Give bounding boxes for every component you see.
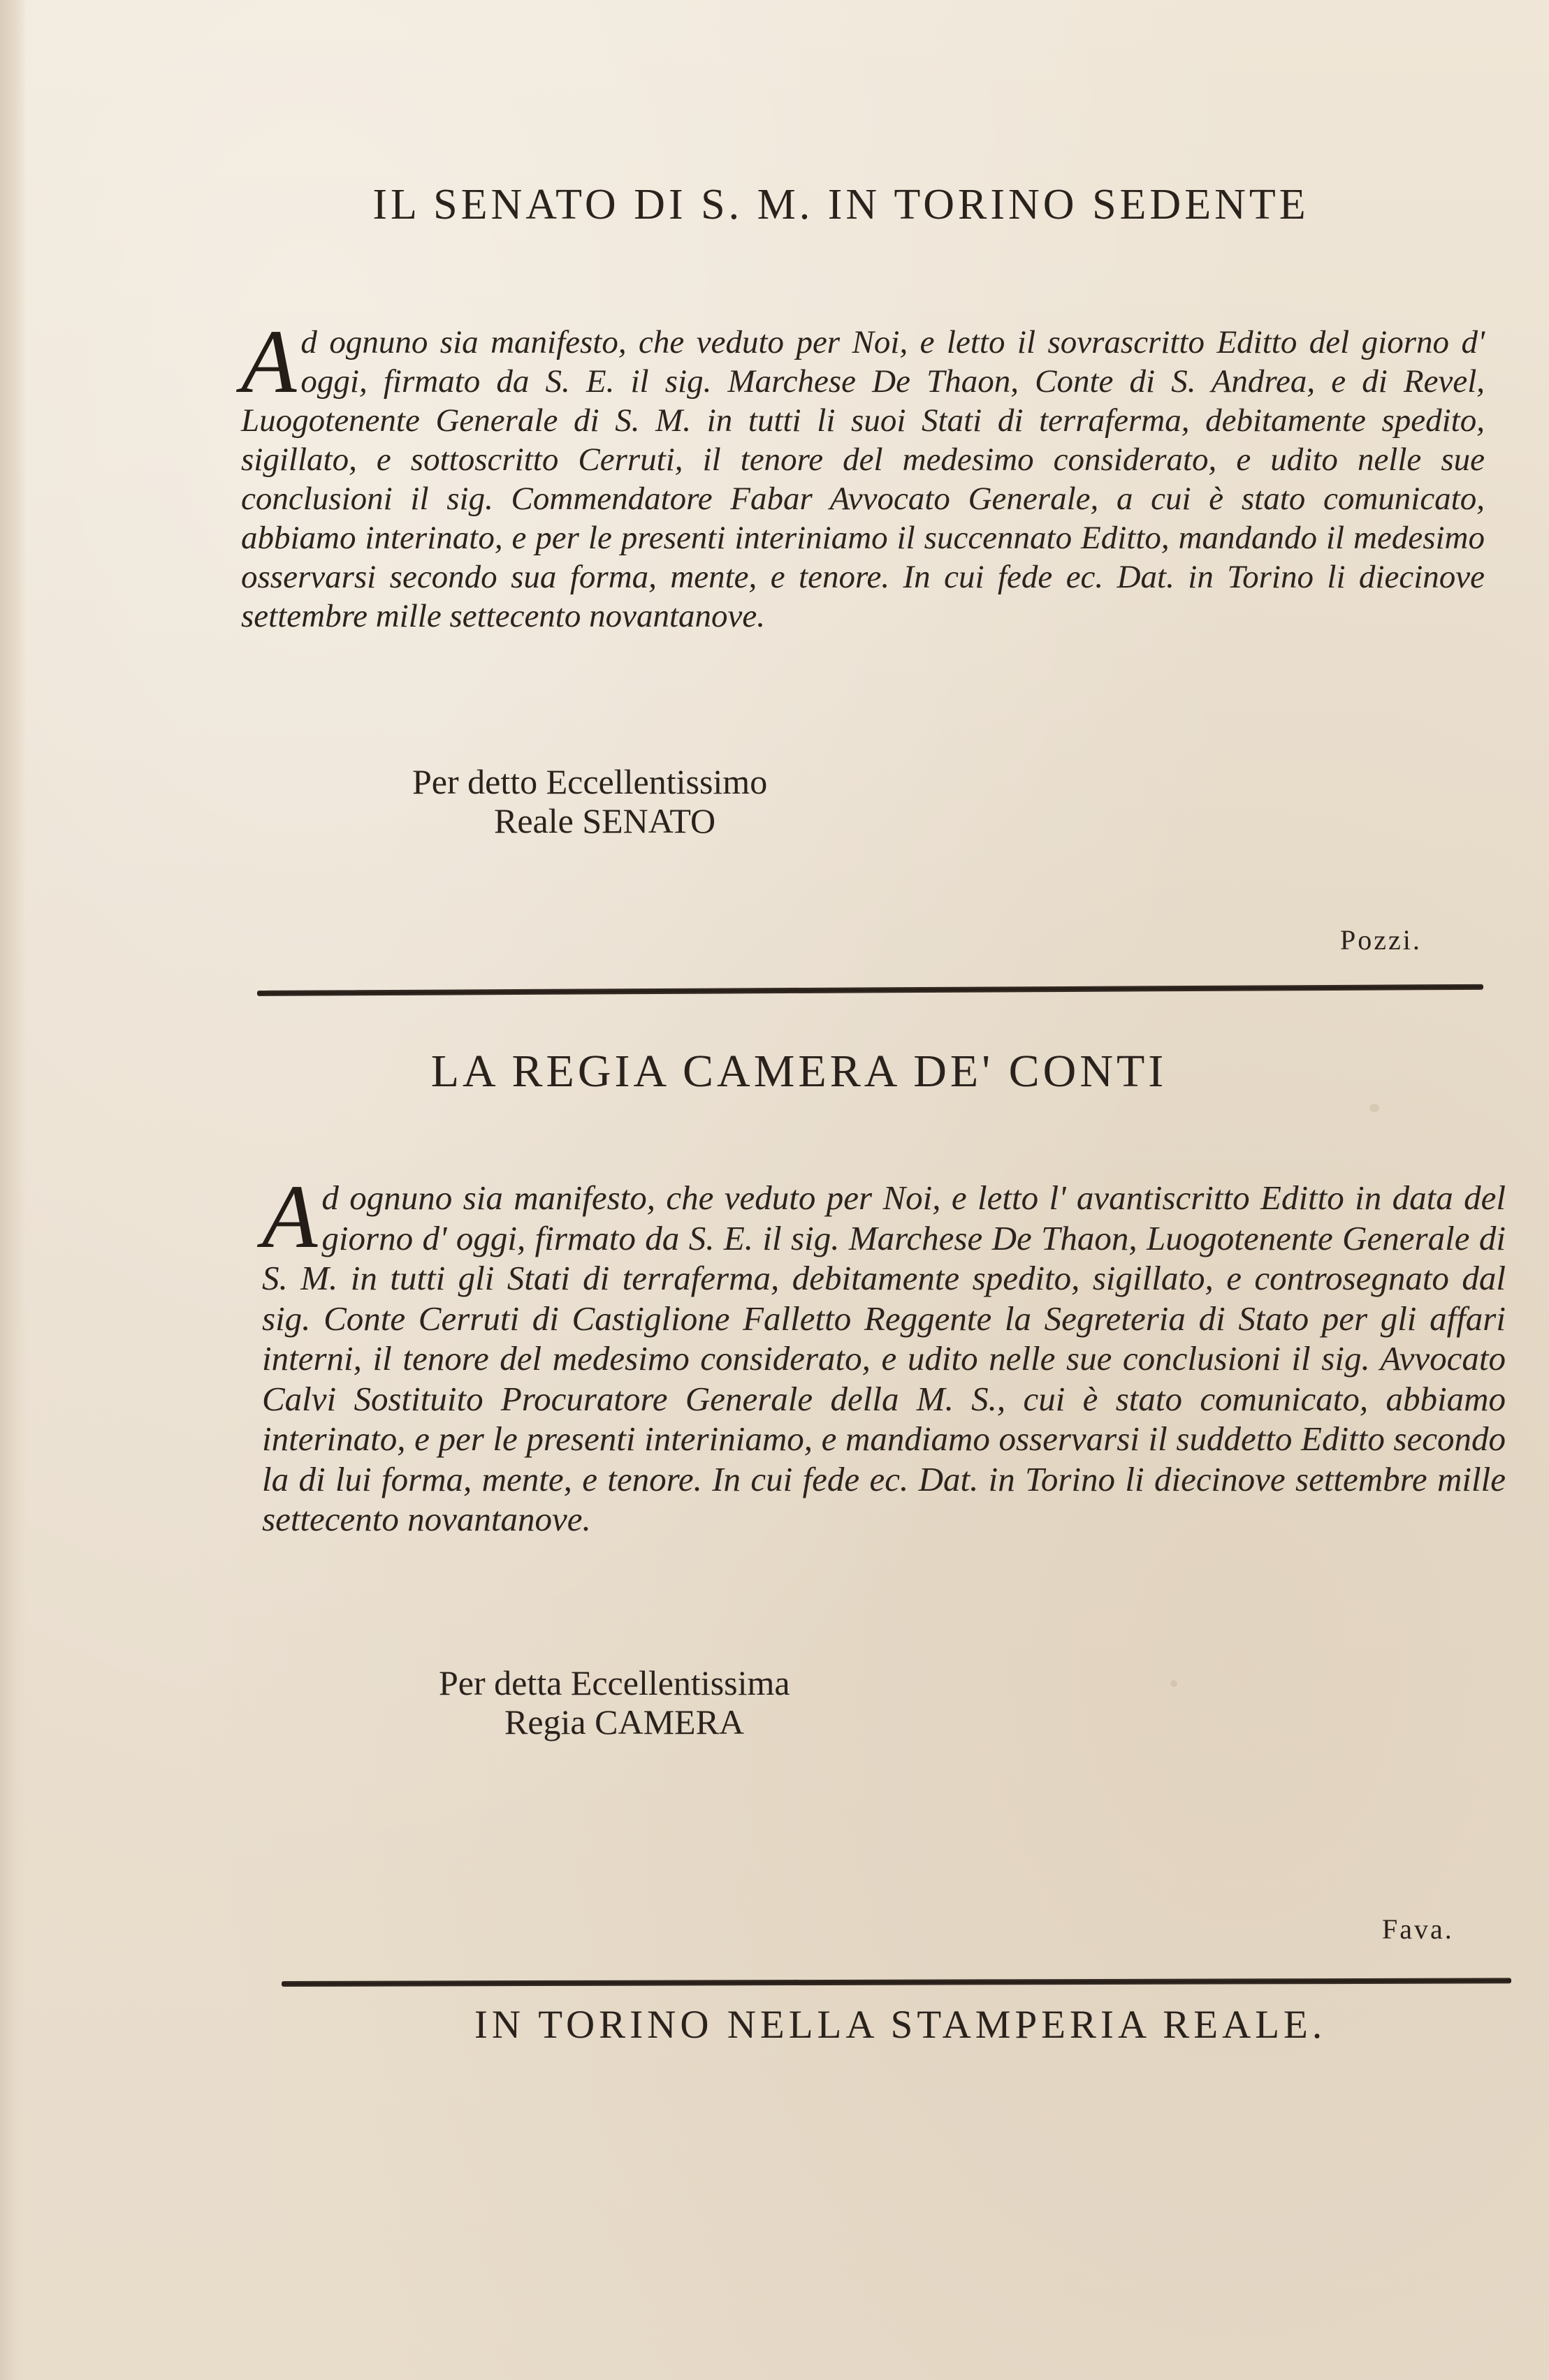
camera-body bbox=[262, 1167, 1506, 1540]
camera-formula-line2: Regia CAMERA bbox=[504, 1702, 745, 1742]
senato-formula-line2: Reale SENATO bbox=[494, 801, 716, 840]
section-divider-rule bbox=[257, 984, 1483, 996]
camera-signature: Fava. bbox=[1382, 1913, 1454, 1945]
senato-dropcap: A bbox=[241, 312, 297, 412]
paper-stain bbox=[1170, 1680, 1177, 1687]
senato-body-text: d ognuno sia manifesto, che veduto per Noi, e letto il sovrascritto Editto del giorno d' oggi, firmato da S. E. il sig. Marchese De Thaon, Conte di S. Andrea, e di Revel, Luogotenente Generale di S. M. in tutti li suoi Stati di terraferma, debitamente spedito, sigillato, e sottoscritto Cerruti, il tenore del medesimo considerato, e udito nelle sue conclusioni il sig. Commendatore Fabar Avvocato Generale, a cui è stato comunicato, abbiamo interinato, e per le presenti interiniamo il succennato Editto, mandando il medesimo osservarsi secondo sua forma, mente, e tenore. In cui fede ec. Dat. in Torino li diecinove settembre mille settecento novantanove. bbox=[241, 324, 1485, 634]
paper-stain bbox=[1369, 1104, 1379, 1112]
camera-formula-line1: Per detta Eccellentissima bbox=[439, 1663, 790, 1702]
camera-heading: LA REGIA CAMERA DE' CONTI bbox=[430, 1046, 1168, 1097]
imprint-divider-rule bbox=[282, 1978, 1511, 1987]
senato-heading: IL SENATO DI S. M. IN TORINO SEDENTE bbox=[372, 181, 1309, 228]
camera-body-text: d ognuno sia manifesto, che veduto per Noi, e letto l' avantiscritto Editto in data del giorno d' oggi, firmato da S. E. il sig. Marchese De Thaon, Luogotenente Generale di S. M. in tutti gli Stati di terraferma, debitamente spedito, sigillato, e controsegnato dal sig. Conte Cerruti di Castiglione Falletto Reggente la Segreteria di Stato per gli affari interni, il tenore del medesimo considerato, e udito nelle sue conclusioni il sig. Avvocato Calvi Sostituito Procuratore Generale della M. S., cui è stato comunicato, abbiamo interinato, e per le presenti interiniamo, e mandiamo osservarsi il suddetto Editto secondo la di lui forma, mente, e tenore. In cui fede ec. Dat. in Torino li diecinove settembre mille settecento novantanove. bbox=[262, 1178, 1506, 1538]
senato-signature: Pozzi. bbox=[1340, 924, 1422, 956]
senato-body bbox=[241, 312, 1485, 636]
senato-formula-line1: Per detto Eccellentissimo bbox=[412, 762, 768, 801]
printer-imprint: IN TORINO NELLA STAMPERIA REALE. bbox=[474, 2003, 1327, 2047]
camera-dropcap: A bbox=[262, 1167, 318, 1267]
